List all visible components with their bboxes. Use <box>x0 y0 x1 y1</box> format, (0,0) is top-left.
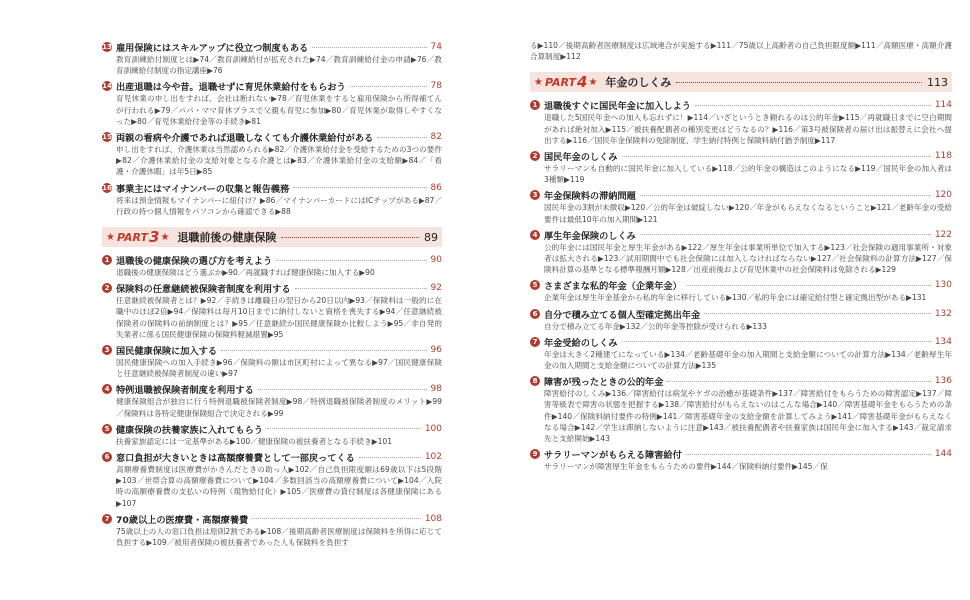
entry-title: 自分で積み立てる個人型確定拠出年金 <box>544 309 701 321</box>
toc-entry <box>530 149 952 185</box>
right-page <box>485 0 970 600</box>
toc-entry-heading <box>102 281 442 295</box>
entry-number-badge: 7 <box>102 514 112 524</box>
entry-number-badge: 9 <box>530 449 540 459</box>
entry-title: 事業主にはマイナンバーの収集と報告義務 <box>116 183 290 195</box>
toc-entry-heading <box>102 253 442 267</box>
entry-subtopics: 障害給付のしくみ▶136／障害給付は病気やケガの治癒が基礎条件▶137／障害給付をもらうための障害認定▶137／障害等級表で障害の状態を把握する▶138／障害給付がもらえないのはこんな場合▶140／障害基礎年金をもらうための条件▶140／保険料納付要件の特例▶141／障害基礎年金の支給金額を計算してみよう▶141／障害基礎年金がもらえなくなる場合▶142／学生は滞納しないように注意▶143／被扶養配偶者や扶養家族は国民年金に加入する▶143／裁定請求先と支給開始▶143 <box>544 389 952 444</box>
entry-subtopics: 高額療養費制度は医療費がかさんだときの助っ人▶102／自己負担限度額は69歳以下は5段階▶103／世帯合算の高額療養費について▶104／多数回該当の高額療養費について▶104／入院時の高額療養費の支払いの特例（現物給付化）▶105／医療費の貸付制度は各健康保険にある▶107 <box>116 465 442 508</box>
toc-entry-heading <box>102 450 442 464</box>
leader-dots <box>640 195 931 196</box>
toc-entry <box>102 343 442 379</box>
entry-subtopics: 自分で積み立てる年金▶132／公的年金等控除が受けられる▶133 <box>544 321 767 331</box>
leader-dots <box>350 86 427 87</box>
entry-title: サラリーマンがもらえる障害給付 <box>544 450 682 462</box>
toc-entry-heading <box>102 79 442 93</box>
entry-title: 出産退職は今や昔。退職せずに育児休業給付をもらおう <box>116 82 346 94</box>
entry-number-badge: 5 <box>530 280 540 290</box>
star-icon: ★ <box>160 231 170 243</box>
leader-dots <box>221 350 426 351</box>
continued-text: る▶110／後期高齢者医療制度は広域連合が実施する▶111／75歳以上高齢者の自己負担限度額▶111／高額医療・高額介護合算制度▶112 <box>530 41 952 62</box>
part-page: 89 <box>424 230 438 244</box>
toc-entry <box>530 447 952 472</box>
star-icon: ★ <box>588 76 598 88</box>
entry-title: 年金受給のしくみ <box>544 337 618 349</box>
entry-subtopics: 国民年金の3割が未徴収▶120／公的年金は破綻しない▶120／年金がもらえなくなるということ▶121／老齢年金の受給要件は最低10年の加入期間▶121 <box>544 203 952 224</box>
entry-subtopics: 公的年金には国民年金と厚生年金がある▶122／厚生年金は事業所単位で加入する▶123／社会保険の適用事業所・対象者は拡大される▶123／試用期間中でも社会保険には加入しなければならない▶127／社会保険料の計算方法▶127／保険料計算の基準となる標準報酬月額▶128／出産前後および育児休業中の社会保険料は免除される▶129 <box>544 242 952 275</box>
part-label: PART <box>116 230 149 244</box>
entry-page-number: 100 <box>424 423 442 434</box>
entry-page-number: 108 <box>424 513 442 524</box>
toc-entry-heading <box>102 130 442 144</box>
entry-subtopics: 育児休業の申し出をすれば、会社は断れない▶78／育児休業をすると雇用保険から所得補てんが行われる▶79／パパ・ママ育休プラスで父親も育児に参加▶80／育児休業が取得しやすくなった▶80／育児休業給付金等の手続き▶81 <box>116 94 442 126</box>
part-number: 4 <box>577 73 588 92</box>
entry-subtopics: サラリーマンも自動的に国民年金に加入している▶118／公的年金の構造はこのようになる▶119／国民年金の加入者は3種類▶119 <box>544 164 952 185</box>
leader-dots <box>281 237 419 238</box>
entry-number-badge: 6 <box>102 452 112 462</box>
entry-subtopics: 申し出をすれば、介護休業は当然認められる▶82／介護休業給付金を受給するための3つの要件▶82／介護休業給付金の支給対象となる介護とは▶83／介護休業給付金の支給額▶84／「看護・介護休暇」は年5日▶85 <box>116 145 442 177</box>
entry-page-number: 144 <box>934 449 952 460</box>
leader-dots <box>359 457 421 458</box>
toc-entry <box>102 181 442 217</box>
entry-number-badge: 16 <box>102 183 112 192</box>
entry-number-badge: 2 <box>530 151 540 161</box>
entry-number-badge: 5 <box>102 424 112 434</box>
toc-entry <box>102 40 442 76</box>
entry-page-number: 130 <box>934 280 952 291</box>
entry-title: さまざまな私的年金（企業年金） <box>544 281 682 293</box>
entry-subtopics: 75歳以上の人の窓口負担は原則2割である▶108／後期高齢者医療制度は保険料を所得に応じて負担する▶109／被用者保険の被扶養者であった人も保険料を負担す <box>116 526 442 548</box>
entry-title: 特例退職被保険者制度を利用する <box>116 385 254 397</box>
entry-title: 退職後すぐに国民年金に加入しよう <box>544 101 691 113</box>
toc-entry <box>530 374 952 444</box>
entry-title: 障害が残ったときの公的年金 <box>544 377 664 389</box>
entry-subtopics: 教育訓練給付制度とは▶74／教育訓練給付が拡充された▶74／教育訓練給付金の申請▶76／教育訓練給付制度の指定講座▶76 <box>116 55 442 76</box>
entry-title: 厚生年金保険のしくみ <box>544 230 636 242</box>
toc-entry <box>102 253 442 278</box>
leader-dots <box>622 156 931 157</box>
toc-entry <box>530 98 952 146</box>
part-title: 年金のしくみ <box>605 76 672 90</box>
entry-title: 健康保険の扶養家族に入れてもらう <box>116 424 263 436</box>
entry-number-badge: 2 <box>102 283 112 293</box>
toc-entry-heading <box>102 181 442 195</box>
entry-page-number: 92 <box>430 283 442 294</box>
part-number: 3 <box>149 228 160 247</box>
toc-entry <box>530 278 952 303</box>
entry-subtopics: 退職した5国民年金への加入も忘れずに！▶114／いざというとき頼れるのは公的年金▶115／再就職日までに空白期間があれば絶対加入▶115／被扶養配偶者の種別変更はどうなるの？▶116／第3号被保険者の届け出は振替えに会社へ提出する▶116／国民年金保険料の免除制度、学生納付特例と保険料納付猶予制度▶117 <box>544 113 952 145</box>
entry-page-number: 78 <box>430 81 442 92</box>
star-icon: ★ <box>534 76 543 88</box>
entry-subtopics: サラリーマンが障害厚生年金をもらうための要件▶144／保険料納付要件▶145／保 <box>544 462 828 472</box>
star-icon: ★ <box>106 231 115 243</box>
part-4-header <box>530 72 952 92</box>
entry-number-badge: 1 <box>530 100 540 110</box>
entry-number-badge: 1 <box>102 255 112 265</box>
toc-entry-heading <box>530 374 952 388</box>
entry-number-badge: 7 <box>530 337 540 347</box>
entry-title: 両親の看病や介護であれば退職しなくても介護休業給付がある <box>116 133 374 145</box>
toc-entry <box>102 79 442 127</box>
leader-dots <box>640 234 931 235</box>
toc-entry <box>530 307 952 332</box>
left-column <box>102 40 442 551</box>
entry-number-badge: 13 <box>102 43 112 51</box>
toc-entry <box>102 450 442 509</box>
entry-subtopics: 将来は預金情報もマイナンバーに紐付け？▶86／マイナンバーカードにはICチップがある▶87／行政の持つ個人情報をパソコンから確認できる▶88 <box>116 195 442 216</box>
entry-page-number: 96 <box>430 345 442 356</box>
part-label: PART <box>544 75 577 89</box>
toc-entry-heading <box>530 307 952 321</box>
leader-dots <box>312 47 426 48</box>
entry-title: 国民年金のしくみ <box>544 152 618 164</box>
leader-dots <box>686 454 931 455</box>
entry-title: 保険料の任意継続被保険者制度を利用する <box>116 284 291 296</box>
leader-dots <box>695 105 931 106</box>
toc-entry <box>530 228 952 276</box>
leader-dots <box>293 187 426 188</box>
entry-subtopics: 扶養家族認定には一定基準がある▶100／健康保険の被扶養者となる手続き▶101 <box>116 436 393 446</box>
entry-page-number: 118 <box>934 151 952 162</box>
entry-page-number: 122 <box>934 229 952 240</box>
entry-page-number: 82 <box>430 132 442 143</box>
entry-number-badge: 6 <box>530 309 540 319</box>
toc-entry <box>102 422 442 447</box>
toc-entry <box>102 512 442 548</box>
entry-page-number: 86 <box>430 182 442 193</box>
leader-dots <box>676 82 922 83</box>
entry-title: 国民健康保険に加入する <box>116 346 218 358</box>
leader-dots <box>258 389 427 390</box>
entry-page-number: 114 <box>934 100 952 111</box>
entry-title: 年金保険料の滞納問題 <box>544 191 636 203</box>
entry-page-number: 90 <box>430 255 442 266</box>
leader-dots <box>295 288 427 289</box>
toc-entry-heading <box>530 335 952 349</box>
toc-entry-heading <box>102 422 442 436</box>
entry-subtopics: 退職後の健康保険はどう選ぶか▶90／再就職すれば健康保険に加入する▶90 <box>116 268 375 278</box>
toc-entry-heading <box>530 188 952 202</box>
toc-entry-heading <box>530 149 952 163</box>
entry-number-badge: 14 <box>102 82 112 91</box>
entry-subtopics: 健康保険組合が独自に行う特例退職被保険者制度▶98／特例退職被保険者制度のメリット▶99／保険料は各特定健康保険組合で決定される▶99 <box>116 397 442 418</box>
part-page: 113 <box>927 75 948 89</box>
toc-entry <box>102 382 442 418</box>
entry-number-badge: 3 <box>102 345 112 355</box>
leader-dots <box>704 313 931 314</box>
toc-entry-heading <box>530 98 952 112</box>
entry-number-badge: 3 <box>530 190 540 200</box>
toc-entry <box>102 130 442 178</box>
leader-dots <box>252 518 421 519</box>
entry-number-badge: 4 <box>530 230 540 240</box>
toc-entry-heading <box>530 447 952 461</box>
toc-entry-heading <box>530 228 952 242</box>
leader-dots <box>667 381 930 382</box>
entry-page-number: 134 <box>934 336 952 347</box>
entry-page-number: 98 <box>430 384 442 395</box>
part-3-header <box>102 227 442 247</box>
toc-entry <box>102 281 442 340</box>
entry-page-number: 74 <box>430 42 442 52</box>
leader-dots <box>686 285 931 286</box>
entry-page-number: 132 <box>934 308 952 319</box>
toc-entry-heading <box>530 278 952 292</box>
entry-page-number: 120 <box>934 190 952 201</box>
entry-number-badge: 8 <box>530 376 540 386</box>
toc-entry <box>530 188 952 224</box>
entry-subtopics: 任意継続被保険者とは？▶92／手続きは離職日の翌日から20日以内▶93／保険料は一般的に在職中のほぼ2倍▶94／保険料は毎月10日までに納付しないと資格を喪失する▶94／任意継続被保険者の保険料の前納制度とは？▶95／任意継続か国民健康保険か比較しよう▶95／非自発的失業者に係る国民健康保険の保険料軽減措置▶95 <box>116 296 442 339</box>
entry-page-number: 102 <box>424 452 442 463</box>
toc-entry-heading <box>102 512 442 526</box>
toc-entry-heading <box>102 382 442 396</box>
part-title: 退職前後の健康保険 <box>177 231 277 245</box>
entry-title: 雇用保険にはスキルアップに役立つ制度もある <box>116 43 309 54</box>
toc-entry-heading <box>102 40 442 54</box>
leader-dots <box>276 260 426 261</box>
entry-number-badge: 4 <box>102 384 112 394</box>
entry-title: 窓口負担が大きいときは高額療養費として一部戻ってくる <box>116 453 355 465</box>
entry-number-badge: 15 <box>102 133 112 142</box>
entry-title: 退職後の健康保険の選び方を考えよう <box>116 256 273 268</box>
entry-title: 70歳以上の医療費・高額療養費 <box>116 514 249 526</box>
entry-subtopics: 国民健康保険への加入手続き▶96／保険料の額は市区町村によって異なる▶97／国民健康保険と任意継続被保険者制度の違い▶97 <box>116 358 442 379</box>
leader-dots <box>377 137 426 138</box>
leader-dots <box>622 341 931 342</box>
entry-subtopics: 企業年金は厚生年金基金から私的年金に移行している▶130／私的年金には確定給付型と確定拠出型がある▶131 <box>544 293 927 303</box>
entry-subtopics: 年金は大きく2種建てになっている▶134／老齢基礎年金の加入期間と支給金額についての計算方法▶134／老齢厚生年金の加入期間と支給金額についての計算方法▶135 <box>544 349 952 371</box>
right-column <box>530 40 952 475</box>
leader-dots <box>267 428 421 429</box>
toc-entry <box>530 335 952 371</box>
entry-page-number: 136 <box>934 376 952 387</box>
toc-entry-heading <box>102 343 442 357</box>
